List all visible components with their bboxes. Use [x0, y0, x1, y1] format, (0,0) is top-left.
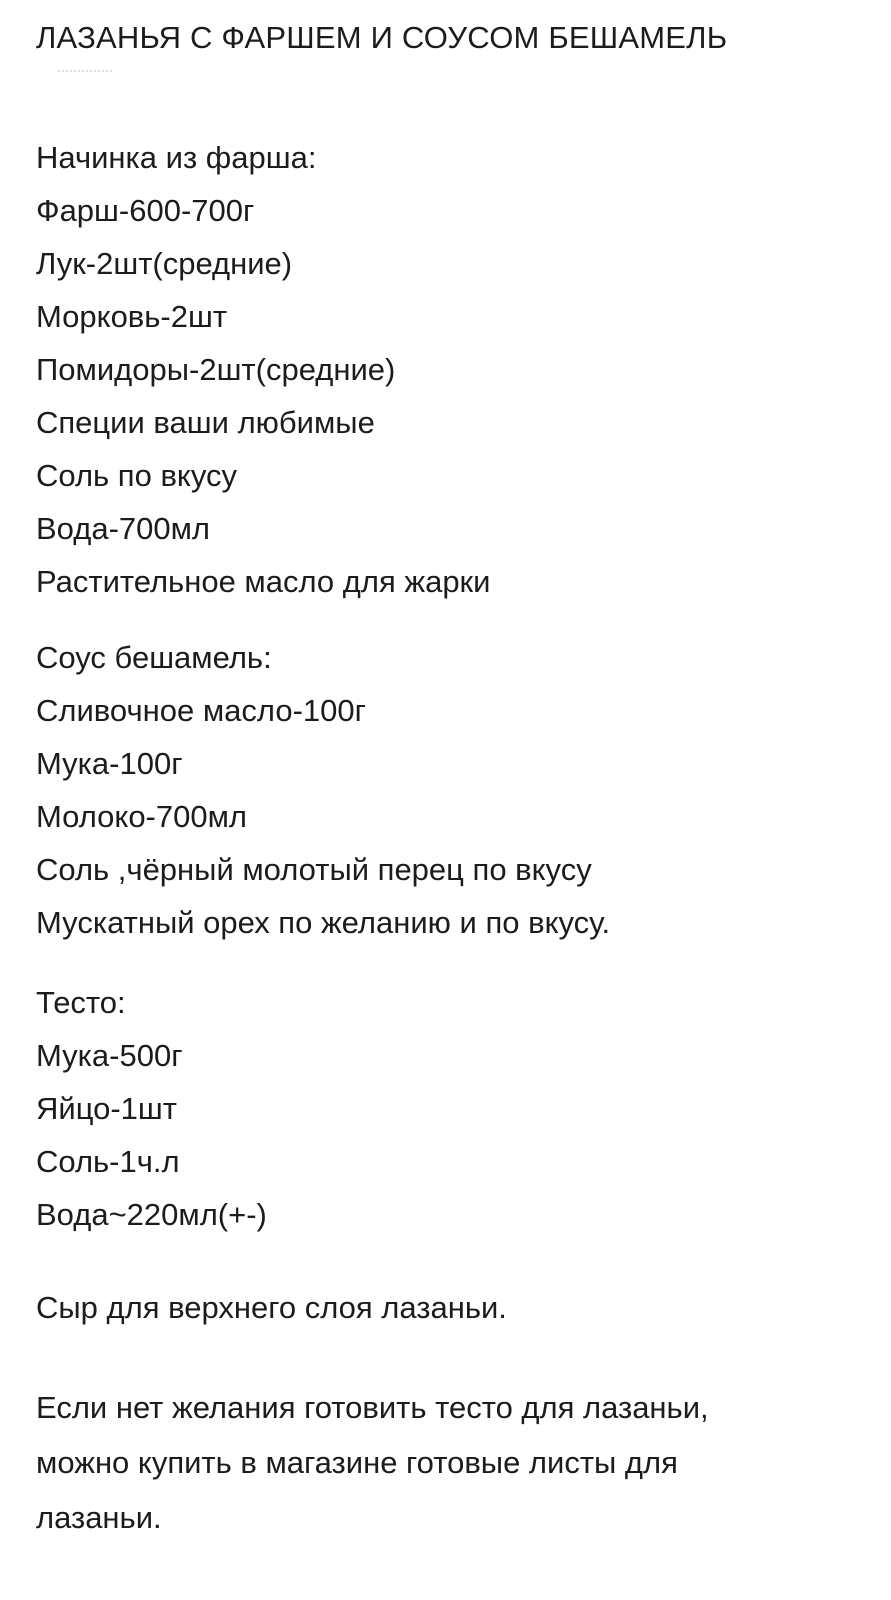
- ingredient-line: Молоко-700мл: [36, 799, 248, 834]
- ingredient-line: Вода-700мл: [36, 511, 211, 546]
- ingredient-line: Помидоры-2шт(средние): [36, 352, 396, 387]
- dough-heading: Тесто:: [36, 985, 126, 1020]
- ingredient-line: Мука-500г: [36, 1038, 183, 1073]
- ingredient-line: Морковь-2шт: [36, 299, 228, 334]
- faint-scan-mark: [58, 70, 112, 76]
- ingredient-line: Соль по вкусу: [36, 458, 237, 493]
- final-note: [36, 1380, 856, 1545]
- ingredient-line: Лук-2шт(средние): [36, 246, 293, 281]
- recipe-title: ЛАЗАНЬЯ С ФАРШЕМ И СОУСОМ БЕШАМЕЛЬ: [36, 20, 728, 55]
- ingredient-line: Мука-100г: [36, 746, 183, 781]
- final-note-line: лазаньи.: [36, 1500, 162, 1535]
- ingredient-line: Соль ,чёрный молотый перец по вкусу: [36, 852, 592, 887]
- ingredient-line: Растительное масло для жарки: [36, 564, 491, 599]
- ingredient-line: Соль-1ч.л: [36, 1144, 180, 1179]
- ingredient-line: Яйцо-1шт: [36, 1091, 177, 1126]
- ingredient-line: Мускатный орех по желанию и по вкусу.: [36, 905, 611, 940]
- final-note-line: можно купить в магазине готовые листы для: [36, 1445, 678, 1480]
- filling-section: [36, 131, 490, 608]
- final-note-line: Если нет желания готовить тесто для лазаньи,: [36, 1390, 709, 1425]
- sauce-section: [36, 631, 610, 949]
- dough-section: [36, 976, 267, 1241]
- ingredient-line: Фарш-600-700г: [36, 193, 255, 228]
- cheese-note: Сыр для верхнего слоя лазаньи.: [36, 1290, 507, 1325]
- ingredient-line: Специи ваши любимые: [36, 405, 375, 440]
- sauce-heading: Соус бешамель:: [36, 640, 272, 675]
- filling-heading: Начинка из фарша:: [36, 140, 317, 175]
- ingredient-line: Вода~220мл(+-): [36, 1197, 267, 1232]
- ingredient-line: Сливочное масло-100г: [36, 693, 366, 728]
